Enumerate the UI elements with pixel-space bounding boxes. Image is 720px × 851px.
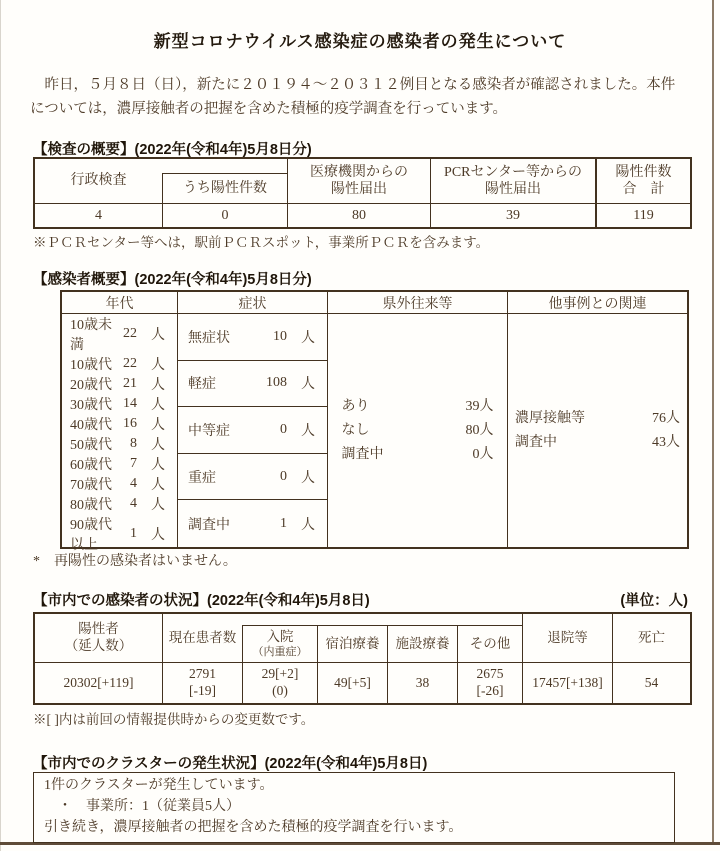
- age-row: [62, 474, 177, 494]
- col-header-total-line1: 陽性件数: [615, 164, 672, 180]
- age-unit: 人: [151, 418, 165, 433]
- age-count: 14: [123, 396, 137, 411]
- symptom-unit: 人: [301, 377, 315, 393]
- section-heading-inspection: 【検査の概要】(2022年(令和4年)5月8日分): [33, 142, 312, 158]
- symptom-unit: 人: [301, 423, 315, 439]
- col-header-positive-total: [595, 159, 690, 203]
- cluster-line-1: 1件のクラスターが発生しています。: [44, 778, 274, 793]
- city-status-table: [33, 612, 692, 705]
- page-title: 新型コロナウイルス感染症の感染者の発生について: [153, 32, 567, 51]
- symptom-row: [178, 407, 327, 454]
- section-heading-cluster: 【市内でのクラスターの発生状況】(2022年(令和4年)5月8日): [33, 756, 428, 772]
- age-label: 10歳代: [70, 358, 112, 373]
- age-count: 4: [130, 496, 137, 511]
- inspection-table: [33, 157, 692, 229]
- symptom-count: 108: [266, 375, 287, 391]
- age-count: 21: [123, 376, 137, 391]
- age-count: 1: [130, 526, 137, 541]
- age-count: 8: [130, 436, 137, 451]
- hospitalized-count-line1: 29[+2]: [261, 666, 299, 682]
- cell-hospitalized: [242, 662, 317, 703]
- merged-header-strip: [242, 614, 522, 626]
- age-unit: 人: [151, 458, 165, 473]
- current-patients-line1: 2791: [189, 666, 216, 682]
- relation-label: 濃厚接触等: [515, 410, 585, 426]
- city-status-heading-text: 【市内での感染者の状況】(2022年(令和4年)5月8日): [33, 593, 370, 609]
- age-row: [62, 414, 177, 434]
- symptom-row: [178, 500, 327, 547]
- current-patients-line2: [-19]: [189, 683, 216, 698]
- col-header-positive-among: うち陽性件数: [162, 174, 287, 203]
- age-column: [62, 314, 177, 553]
- symptom-unit: 人: [301, 470, 315, 486]
- inspection-note: ※ＰＣＲセンター等へは，駅前ＰＣＲスポット，事業所ＰＣＲを含みます。: [33, 235, 490, 250]
- page-edge-left: [0, 0, 1, 851]
- hospitalized-line1: 入院: [266, 628, 294, 644]
- symptom-label: 重症: [188, 470, 216, 486]
- age-label: 40歳代: [70, 418, 112, 433]
- relation-column: [507, 314, 687, 547]
- col-header-hotel-care: 宿泊療養: [317, 626, 387, 662]
- travel-row: [342, 395, 494, 419]
- cell-medical-count: 80: [287, 203, 430, 227]
- travel-count: 80: [465, 422, 480, 438]
- age-count: 16: [123, 416, 137, 431]
- page-edge-right: [712, 0, 714, 845]
- cases-note: * 再陽性の感染者はいません。: [33, 554, 237, 569]
- age-row: [62, 394, 177, 414]
- symptom-row: [178, 454, 327, 501]
- symptom-unit: 人: [301, 517, 315, 533]
- col-header-admin-test: 行政検査: [70, 173, 127, 189]
- unit-label: (単位：人): [620, 593, 688, 609]
- col-header-facility-care: 施設療養: [387, 626, 457, 662]
- intro-line-2: については，濃厚接触者の把握を含めた積極的疫学調査を行っています。: [30, 101, 508, 117]
- age-label: 80歳代: [70, 498, 112, 513]
- travel-count: 0: [472, 446, 480, 462]
- symptom-row: [178, 314, 327, 361]
- col-header-medical: [287, 159, 430, 203]
- symptom-label: 中等症: [188, 423, 230, 439]
- cell-facility-care: 38: [387, 662, 457, 703]
- age-row: [62, 434, 177, 454]
- relation-unit: 人: [666, 434, 680, 450]
- symptom-label: 軽症: [188, 377, 216, 393]
- relation-row: [515, 431, 680, 455]
- travel-unit: 人: [479, 422, 494, 438]
- col-header-travel: 県外往来等: [327, 292, 507, 314]
- col-header-relation: 他事例との関連: [507, 292, 687, 314]
- travel-label: なし: [341, 422, 370, 438]
- age-unit: 人: [151, 328, 165, 343]
- cluster-line-2: ・ 事業所：1（従業員5人）: [44, 799, 240, 814]
- other-count-line2: [-26]: [476, 683, 504, 698]
- cell-current-patients: [162, 662, 242, 703]
- col-header-hospitalized: [242, 626, 317, 662]
- symptom-unit: 人: [301, 330, 315, 346]
- cell-total-count: 119: [595, 203, 690, 227]
- symptom-label: 調査中: [188, 517, 230, 533]
- age-label: 30歳代: [70, 398, 112, 413]
- cluster-line-3: 引き続き，濃厚接触者の把握を含めた積極的疫学調査を行います。: [44, 820, 463, 835]
- col-header-total-line2: 合 計: [622, 182, 665, 197]
- cell-deaths: 54: [612, 662, 690, 703]
- age-count: 22: [123, 356, 137, 371]
- col-header-current-patients: 現在患者数: [162, 614, 242, 662]
- intro-paragraph: [30, 73, 692, 121]
- col-header-medical-line1: 医療機関からの: [310, 164, 408, 180]
- age-label: 70歳代: [70, 478, 112, 493]
- age-row: [62, 314, 177, 354]
- relation-count: 76: [652, 410, 666, 426]
- age-label: 10歳未満: [70, 318, 112, 353]
- relation-block: [515, 407, 680, 455]
- col-header-pcr-line2: 陽性届出: [485, 182, 541, 197]
- age-row: [62, 494, 177, 514]
- age-unit: 人: [151, 438, 165, 453]
- travel-column: [327, 314, 507, 547]
- positive-cumulative-line2: （延人数）: [64, 638, 133, 653]
- age-unit: 人: [151, 478, 165, 493]
- age-label: 90歳代以上: [70, 518, 112, 553]
- age-row: [62, 374, 177, 394]
- col-header-medical-line2: 陽性届出: [331, 182, 387, 197]
- age-label: 50歳代: [70, 438, 112, 453]
- col-header-pcr-line1: PCRセンター等からの: [444, 164, 582, 180]
- age-row: [62, 514, 177, 554]
- travel-label: 調査中: [341, 446, 384, 462]
- age-count: 22: [123, 326, 137, 341]
- cell-discharged: 17457[+138]: [522, 662, 612, 703]
- cell-other: [457, 662, 522, 703]
- cell-pcr-count: 39: [430, 203, 595, 227]
- age-unit: 人: [151, 358, 165, 373]
- age-unit: 人: [151, 528, 165, 543]
- col-header-deaths: 死亡: [612, 614, 690, 662]
- col-header-age: 年代: [62, 292, 177, 314]
- symptom-label: 無症状: [188, 330, 230, 346]
- travel-count: 39: [465, 398, 480, 414]
- cell-positive-among-count: 0: [162, 203, 287, 227]
- intro-line-1: 昨日，５月８日（日），新たに２０１９４～２０３１２例目となる感染者が確認されました。本件: [30, 77, 676, 93]
- cases-table: [60, 290, 689, 553]
- age-unit: 人: [151, 398, 165, 413]
- other-count-line1: 2675: [476, 666, 504, 682]
- section-heading-city-status: [33, 589, 688, 610]
- cell-positive-cumulative: 20302[+119]: [35, 662, 162, 703]
- symptom-count: 0: [280, 421, 287, 437]
- relation-unit: 人: [666, 410, 680, 426]
- age-unit: 人: [151, 378, 165, 393]
- travel-row: [342, 443, 494, 467]
- relation-count: 43: [652, 434, 666, 450]
- col-header-symptom: 症状: [177, 292, 327, 314]
- cell-admin-test-count: 4: [35, 203, 162, 227]
- travel-unit: 人: [479, 446, 494, 462]
- hospitalized-line2: （内重症）: [252, 645, 308, 658]
- symptom-count: 1: [280, 515, 287, 531]
- age-label: 20歳代: [70, 378, 112, 393]
- col-header-discharged: 退院等: [522, 614, 612, 662]
- merged-header-strip: [162, 159, 287, 174]
- symptom-count: 0: [280, 468, 287, 484]
- age-count: 4: [130, 476, 137, 491]
- age-row: [62, 454, 177, 474]
- travel-unit: 人: [479, 398, 494, 414]
- col-header-positive-cumulative: [35, 614, 162, 662]
- symptom-count: 10: [273, 328, 287, 344]
- relation-row: [515, 407, 680, 431]
- age-unit: 人: [151, 498, 165, 513]
- col-header-other: その他: [457, 626, 522, 662]
- travel-row: [342, 419, 494, 443]
- city-status-note: ※[ ]内は前回の情報提供時からの変更数です。: [33, 712, 315, 727]
- age-row: [62, 354, 177, 374]
- cluster-box: [33, 772, 675, 843]
- symptom-column: [177, 314, 327, 547]
- travel-block: [342, 395, 494, 467]
- section-heading-cases: 【感染者概要】(2022年(令和4年)5月8日分): [33, 272, 312, 288]
- positive-cumulative-line1: 陽性者: [78, 621, 119, 637]
- cell-hotel-care: 49[+5]: [317, 662, 387, 703]
- relation-label: 調査中: [515, 434, 557, 450]
- travel-label: あり: [341, 398, 370, 414]
- symptom-row: [178, 361, 327, 408]
- age-label: 60歳代: [70, 458, 112, 473]
- col-header-pcr-center: [430, 159, 595, 203]
- hospitalized-count-line2: (0): [272, 683, 288, 698]
- age-count: 7: [130, 456, 137, 471]
